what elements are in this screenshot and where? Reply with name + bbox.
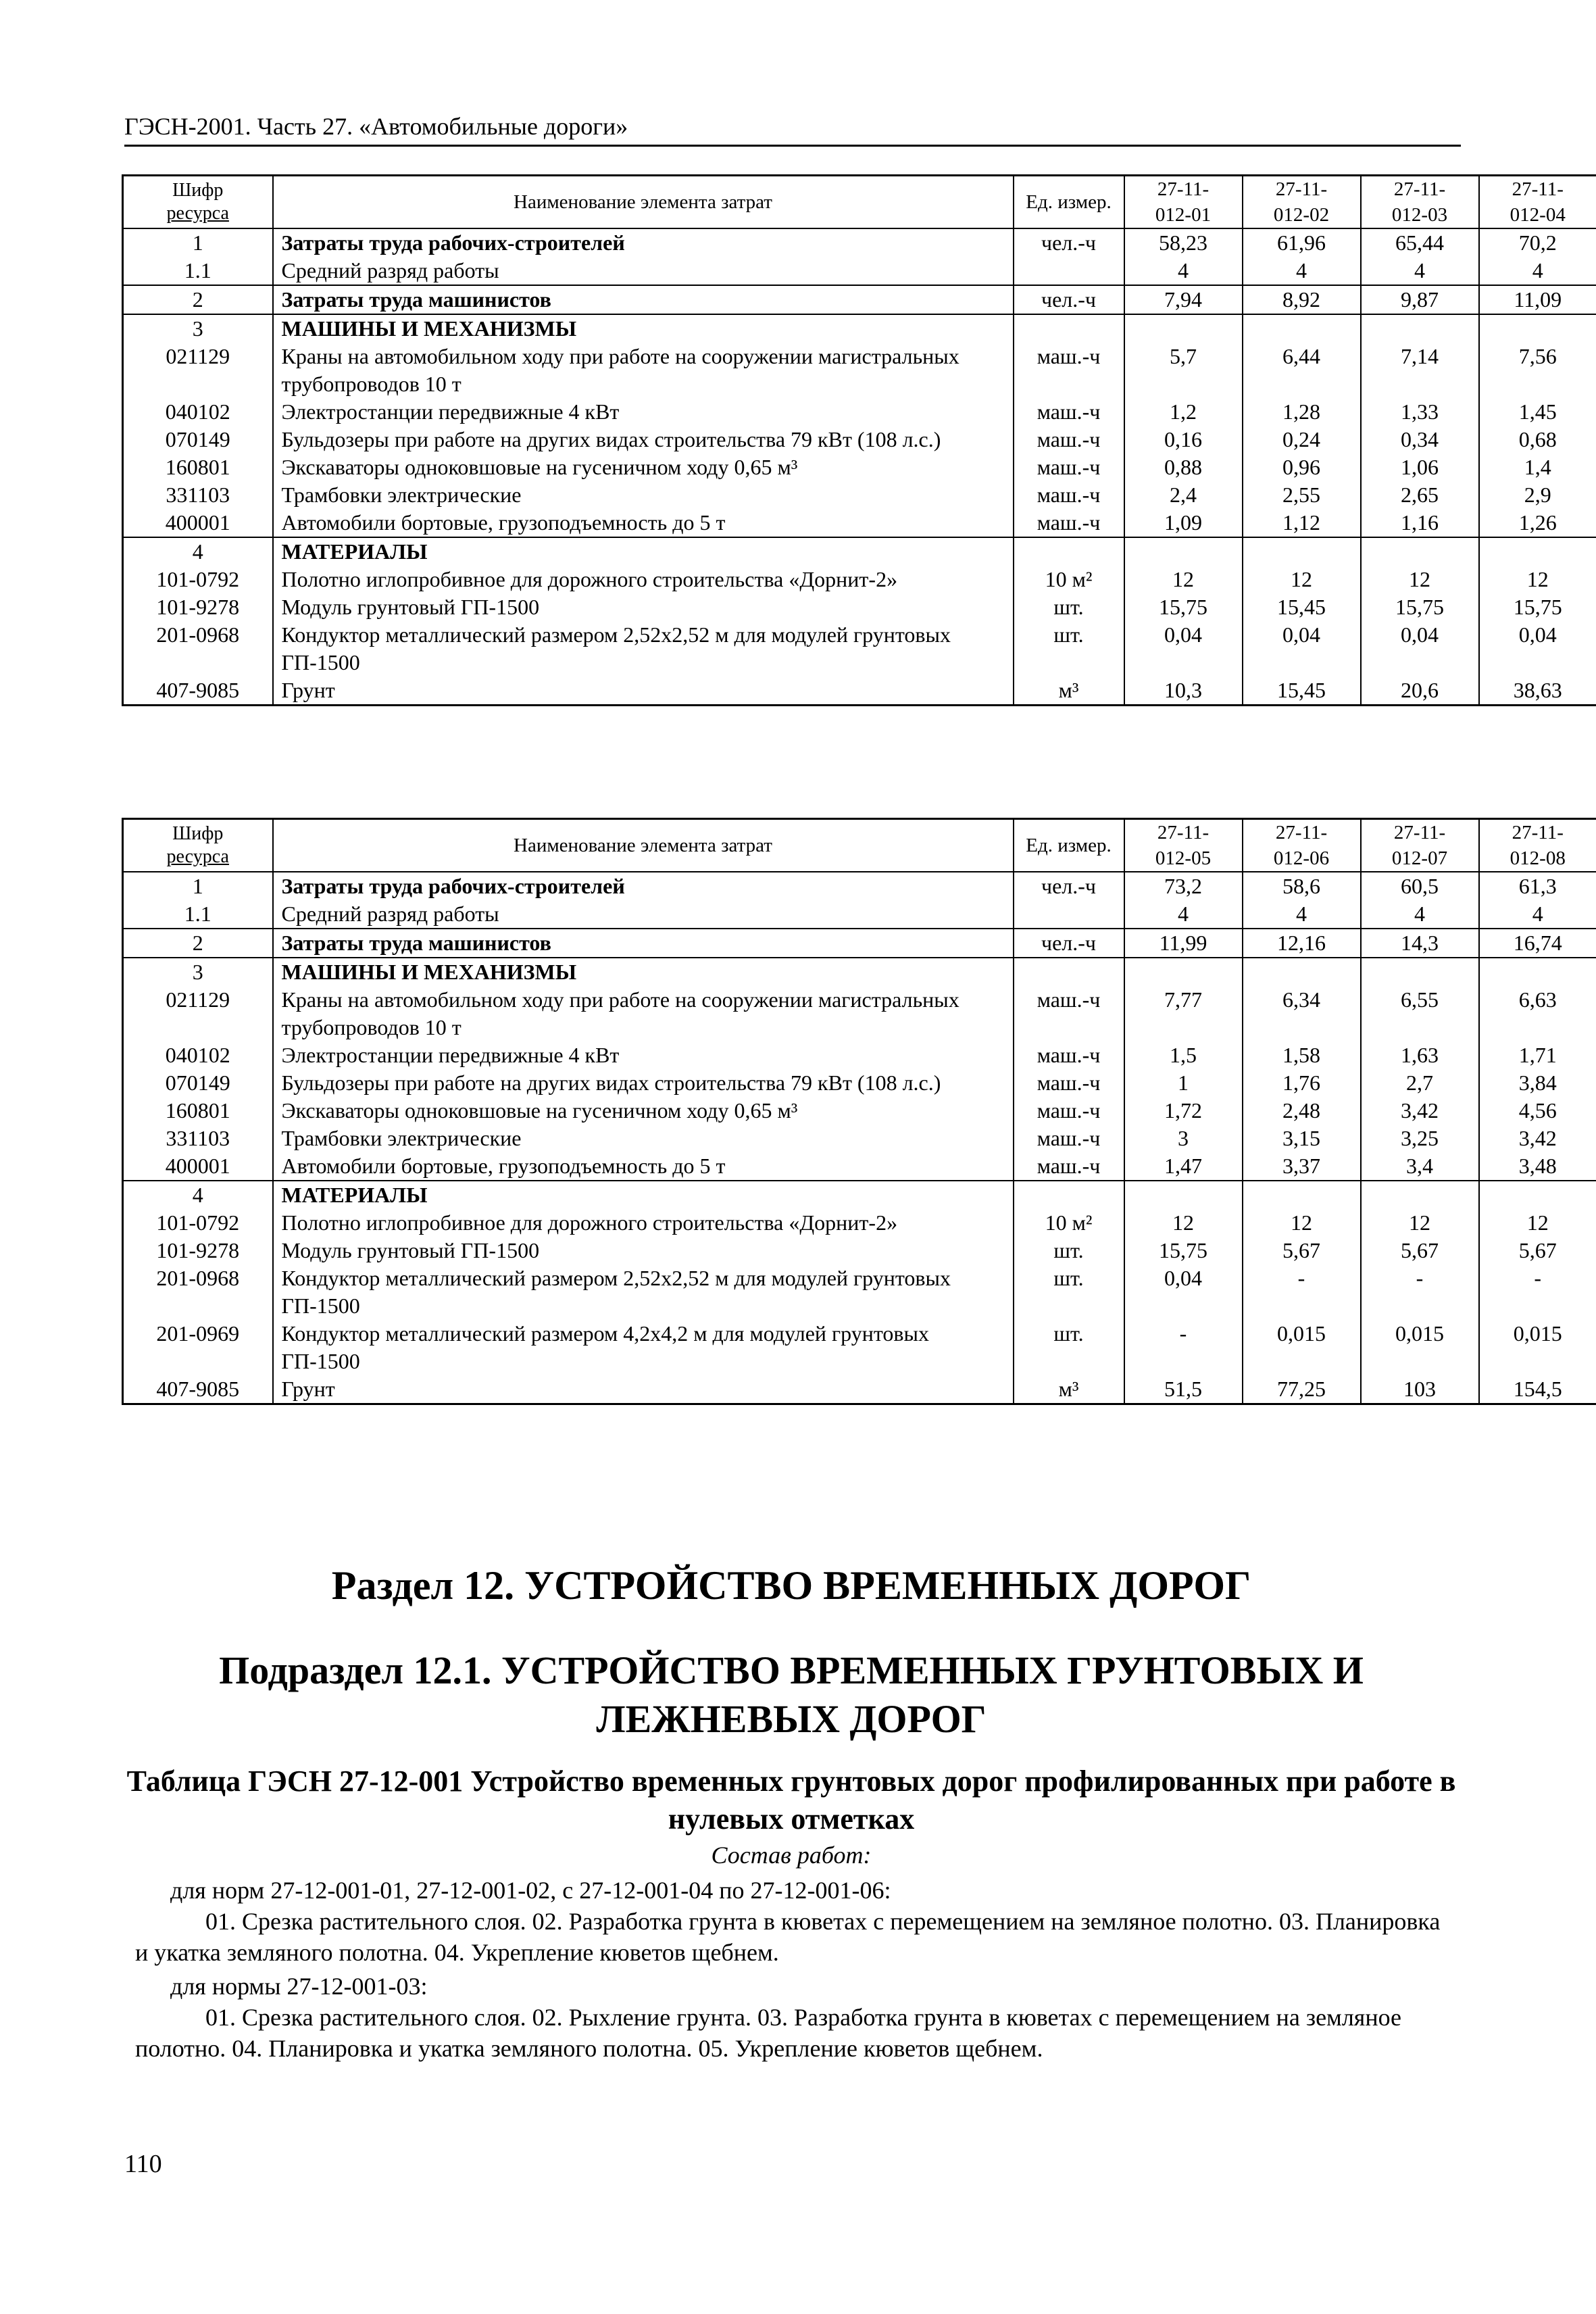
resource-code: 021129: [123, 986, 273, 1041]
resource-unit: м³: [1014, 676, 1124, 706]
resource-unit: маш.-ч: [1014, 986, 1124, 1041]
norm-value: [1243, 314, 1361, 343]
table-row: [123, 621, 1596, 676]
norm-value: 1,5: [1124, 1041, 1243, 1069]
resource-name: Грунт: [273, 1375, 1014, 1404]
resource-unit: шт.: [1014, 621, 1124, 676]
norm-value: [1243, 537, 1361, 566]
norm-value: [1243, 1181, 1361, 1209]
section-title: Раздел 12. УСТРОЙСТВО ВРЕМЕННЫХ ДОРОГ: [331, 1563, 1251, 1608]
norm-value: 4: [1361, 257, 1479, 285]
norm-value: [1243, 958, 1361, 986]
resource-unit: маш.-ч: [1014, 453, 1124, 481]
subsection-title: Подраздел 12.1. УСТРОЙСТВО ВРЕМЕННЫХ ГРУНТОВЫХ И ЛЕЖНЕВЫХ ДОРОГ: [219, 1648, 1364, 1741]
norm-value: 60,5: [1361, 872, 1479, 900]
resource-code: 407-9085: [123, 1375, 273, 1404]
norm-value: 4: [1479, 900, 1596, 929]
norm-value: 61,96: [1243, 228, 1361, 257]
norm-value: [1479, 314, 1596, 343]
norm-value: 12: [1479, 1209, 1596, 1237]
resource-name: Краны на автомобильном ходу при работе на сооружении магистральных трубопроводов 10 т: [273, 343, 1014, 398]
norm-value: 1: [1124, 1069, 1243, 1097]
resource-name: Затраты труда рабочих-строителей: [273, 872, 1014, 900]
norm-value: 1,2: [1124, 398, 1243, 426]
norm-value: 12: [1361, 1209, 1479, 1237]
norm-value: 15,75: [1124, 593, 1243, 621]
resource-unit: маш.-ч: [1014, 1069, 1124, 1097]
work-steps-paragraph: 01. Срезка растительного слоя. 02. Разработка грунта в кюветах с перемещением на земляное полотно. 03. Планировка и укатка земляного полотна. 04. Укрепление кюветов щебнем.: [135, 1908, 1441, 1966]
norm-value: 2,55: [1243, 481, 1361, 509]
running-header: ГЭСН-2001. Часть 27. «Автомобильные дороги»: [124, 112, 1461, 147]
norm-value: 7,56: [1479, 343, 1596, 398]
table-row: [123, 1264, 1596, 1320]
table-row: [123, 1209, 1596, 1237]
resource-name: Экскаваторы одноковшовые на гусеничном ходу 0,65 м³: [273, 453, 1014, 481]
norm-value: 12,16: [1243, 929, 1361, 958]
resource-code: 1: [123, 872, 273, 900]
table-row: [123, 426, 1596, 453]
norm-value: 1,06: [1361, 453, 1479, 481]
norm-value: 73,2: [1124, 872, 1243, 900]
norm-value: 7,14: [1361, 343, 1479, 398]
resource-code: 1.1: [123, 257, 273, 285]
norm-value: 0,04: [1361, 621, 1479, 676]
table-row: [123, 958, 1596, 986]
resource-unit: [1014, 1181, 1124, 1209]
norm-value: 3,84: [1479, 1069, 1596, 1097]
resource-code: 201-0969: [123, 1320, 273, 1375]
norm-value: 5,7: [1124, 343, 1243, 398]
table-row: [123, 481, 1596, 509]
norm-value: 1,45: [1479, 398, 1596, 426]
norm-value: 1,16: [1361, 509, 1479, 537]
norm-value: [1124, 537, 1243, 566]
resource-code: 021129: [123, 343, 273, 398]
resource-name: МАТЕРИАЛЫ: [273, 1181, 1014, 1209]
norm-value: 1,58: [1243, 1041, 1361, 1069]
norm-value: 8,92: [1243, 285, 1361, 314]
table-row: [123, 929, 1596, 958]
norm-value: 4: [1479, 257, 1596, 285]
resource-code: 1: [123, 228, 273, 257]
norm-value: 15,75: [1361, 593, 1479, 621]
norm-value: 9,87: [1361, 285, 1479, 314]
resource-code: 040102: [123, 398, 273, 426]
norm-value: 1,28: [1243, 398, 1361, 426]
table-row: [123, 1320, 1596, 1375]
col-norm-header: 27-11- 012-02: [1243, 176, 1361, 229]
norm-value: 6,55: [1361, 986, 1479, 1041]
norm-value: 58,6: [1243, 872, 1361, 900]
page-number: 110: [124, 2150, 162, 2178]
resource-code: 3: [123, 314, 273, 343]
norm-value: -: [1243, 1264, 1361, 1320]
norm-value: 0,88: [1124, 453, 1243, 481]
norm-value: 0,015: [1479, 1320, 1596, 1375]
table-row: [123, 228, 1596, 257]
norm-value: 1,09: [1124, 509, 1243, 537]
norm-value: 38,63: [1479, 676, 1596, 706]
resource-table-2: [122, 818, 1596, 1405]
resource-unit: 10 м²: [1014, 566, 1124, 593]
table-row: [123, 509, 1596, 537]
col-norm-header: 27-11- 012-06: [1243, 819, 1361, 872]
norm-value: -: [1361, 1264, 1479, 1320]
norm-value: 154,5: [1479, 1375, 1596, 1404]
resource-name: Средний разряд работы: [273, 257, 1014, 285]
norm-value: 11,99: [1124, 929, 1243, 958]
norm-value: 58,23: [1124, 228, 1243, 257]
col-norm-header: 27-11- 012-03: [1361, 176, 1479, 229]
norm-value: 15,45: [1243, 593, 1361, 621]
norm-value: 4: [1243, 257, 1361, 285]
resource-code: 201-0968: [123, 621, 273, 676]
resource-code: 160801: [123, 453, 273, 481]
resource-code: 2: [123, 285, 273, 314]
resource-name: Затраты труда машинистов: [273, 285, 1014, 314]
col-norm-header: 27-11- 012-05: [1124, 819, 1243, 872]
norm-value: 1,26: [1479, 509, 1596, 537]
table-row: [123, 343, 1596, 398]
norm-value: 12: [1361, 566, 1479, 593]
work-composition-label: Состав работ:: [711, 1842, 872, 1869]
norm-value: 1,63: [1361, 1041, 1479, 1069]
resource-unit: 10 м²: [1014, 1209, 1124, 1237]
norm-value: 0,015: [1243, 1320, 1361, 1375]
norm-value: 1,33: [1361, 398, 1479, 426]
table-title: Таблица ГЭСН 27-12-001 Устройство временных грунтовых дорог профилированных при работе в нулевых отметках: [126, 1765, 1456, 1836]
resource-name: Бульдозеры при работе на других видах строительства 79 кВт (108 л.с.): [273, 1069, 1014, 1097]
resource-code: 331103: [123, 481, 273, 509]
norm-value: 1,72: [1124, 1097, 1243, 1125]
table-row: [123, 1097, 1596, 1125]
norm-value: 70,2: [1479, 228, 1596, 257]
resource-name: Бульдозеры при работе на других видах строительства 79 кВт (108 л.с.): [273, 426, 1014, 453]
resource-name: Кондуктор металлический размером 2,52х2,52 м для модулей грунтовых ГП-1500: [273, 621, 1014, 676]
norm-value: 12: [1124, 566, 1243, 593]
norm-value: 3,42: [1479, 1125, 1596, 1152]
resource-name: Автомобили бортовые, грузоподъемность до 5 т: [273, 509, 1014, 537]
resource-name: Модуль грунтовый ГП-1500: [273, 593, 1014, 621]
norms-range-line: для норм 27-12-001-01, 27-12-001-02, с 27-12-001-04 по 27-12-001-06:: [170, 1877, 891, 1904]
col-norm-header: 27-11- 012-08: [1479, 819, 1596, 872]
resource-name: МАШИНЫ И МЕХАНИЗМЫ: [273, 314, 1014, 343]
resource-name: Грунт: [273, 676, 1014, 706]
resource-unit: чел.-ч: [1014, 929, 1124, 958]
norm-value: 0,04: [1124, 621, 1243, 676]
norm-value: 65,44: [1361, 228, 1479, 257]
resource-name: МАТЕРИАЛЫ: [273, 537, 1014, 566]
table-row: [123, 1181, 1596, 1209]
resource-name: Трамбовки электрические: [273, 481, 1014, 509]
resource-unit: м³: [1014, 1375, 1124, 1404]
norm-value: 7,77: [1124, 986, 1243, 1041]
table-header-row: [123, 176, 1596, 229]
resource-unit: маш.-ч: [1014, 343, 1124, 398]
resource-code: 201-0968: [123, 1264, 273, 1320]
resource-code: 407-9085: [123, 676, 273, 706]
norm-value: 61,3: [1479, 872, 1596, 900]
norm-value: 3,15: [1243, 1125, 1361, 1152]
table-row: [123, 1069, 1596, 1097]
resource-unit: маш.-ч: [1014, 398, 1124, 426]
norm-value: [1479, 958, 1596, 986]
resource-code: 400001: [123, 509, 273, 537]
norm-value: [1479, 537, 1596, 566]
norm-single-line: для нормы 27-12-001-03:: [170, 1973, 428, 2000]
norm-value: 12: [1243, 1209, 1361, 1237]
norm-value: 4: [1124, 257, 1243, 285]
resource-unit: маш.-ч: [1014, 1041, 1124, 1069]
resource-unit: шт.: [1014, 1264, 1124, 1320]
table-row: [123, 537, 1596, 566]
resource-unit: [1014, 900, 1124, 929]
table-row: [123, 1125, 1596, 1152]
norm-value: 15,75: [1124, 1237, 1243, 1264]
resource-unit: маш.-ч: [1014, 426, 1124, 453]
norm-value: 51,5: [1124, 1375, 1243, 1404]
col-code-header: Шифр ресурса: [123, 819, 273, 872]
norm-value: 3,48: [1479, 1152, 1596, 1181]
resource-unit: [1014, 958, 1124, 986]
resource-unit: маш.-ч: [1014, 1097, 1124, 1125]
resource-unit: чел.-ч: [1014, 285, 1124, 314]
resource-name: Экскаваторы одноковшовые на гусеничном ходу 0,65 м³: [273, 1097, 1014, 1125]
norm-value: -: [1479, 1264, 1596, 1320]
norm-value: 3,42: [1361, 1097, 1479, 1125]
resource-code: 101-0792: [123, 566, 273, 593]
resource-code: 4: [123, 537, 273, 566]
norm-value: 20,6: [1361, 676, 1479, 706]
table-row: [123, 593, 1596, 621]
norm-value: 10,3: [1124, 676, 1243, 706]
resource-unit: маш.-ч: [1014, 1152, 1124, 1181]
norm-value: 2,7: [1361, 1069, 1479, 1097]
resource-unit: чел.-ч: [1014, 228, 1124, 257]
norm-value: 6,34: [1243, 986, 1361, 1041]
norm-value: [1479, 1181, 1596, 1209]
norm-value: 2,9: [1479, 481, 1596, 509]
resource-code: 101-0792: [123, 1209, 273, 1237]
work-steps-paragraph: 01. Срезка растительного слоя. 02. Рыхление грунта. 03. Разработка грунта в кюветах с перемещением на земляное полотно. 04. Планировка и укатка земляного полотна. 05. Укрепление кюветов щебнем.: [135, 2004, 1402, 2062]
resource-name: Полотно иглопробивное для дорожного строительства «Дорнит-2»: [273, 566, 1014, 593]
table-row: [123, 1375, 1596, 1404]
resource-name: Затраты труда рабочих-строителей: [273, 228, 1014, 257]
resource-name: Краны на автомобильном ходу при работе на сооружении магистральных трубопроводов 10 т: [273, 986, 1014, 1041]
norm-value: 7,94: [1124, 285, 1243, 314]
norm-value: 16,74: [1479, 929, 1596, 958]
resource-name: Автомобили бортовые, грузоподъемность до 5 т: [273, 1152, 1014, 1181]
norm-value: 0,04: [1243, 621, 1361, 676]
resource-unit: шт.: [1014, 1320, 1124, 1375]
resource-name: Электростанции передвижные 4 кВт: [273, 1041, 1014, 1069]
norm-value: 12: [1243, 566, 1361, 593]
table-row: [123, 900, 1596, 929]
norm-value: 0,04: [1479, 621, 1596, 676]
resource-unit: [1014, 537, 1124, 566]
norm-value: 3,4: [1361, 1152, 1479, 1181]
norm-value: 4,56: [1479, 1097, 1596, 1125]
resource-name: МАШИНЫ И МЕХАНИЗМЫ: [273, 958, 1014, 986]
resource-name: Полотно иглопробивное для дорожного строительства «Дорнит-2»: [273, 1209, 1014, 1237]
table-row: [123, 872, 1596, 900]
table-row: [123, 1152, 1596, 1181]
norm-value: 15,45: [1243, 676, 1361, 706]
table-row: [123, 285, 1596, 314]
norm-value: [1361, 314, 1479, 343]
norm-value: 5,67: [1479, 1237, 1596, 1264]
resource-code: 070149: [123, 426, 273, 453]
norm-value: [1124, 1181, 1243, 1209]
norm-value: 3,25: [1361, 1125, 1479, 1152]
norm-value: 0,04: [1124, 1264, 1243, 1320]
norm-value: 6,63: [1479, 986, 1596, 1041]
norm-value: -: [1124, 1320, 1243, 1375]
resource-unit: шт.: [1014, 1237, 1124, 1264]
resource-code: 400001: [123, 1152, 273, 1181]
resource-code: 331103: [123, 1125, 273, 1152]
resource-name: Кондуктор металлический размером 2,52х2,52 м для модулей грунтовых ГП-1500: [273, 1264, 1014, 1320]
norm-value: 2,48: [1243, 1097, 1361, 1125]
resource-name: Модуль грунтовый ГП-1500: [273, 1237, 1014, 1264]
col-norm-header: 27-11- 012-04: [1479, 176, 1596, 229]
col-norm-header: 27-11- 012-07: [1361, 819, 1479, 872]
resource-code: 2: [123, 929, 273, 958]
resource-table-1: [122, 174, 1596, 706]
table-row: [123, 676, 1596, 706]
table-row: [123, 566, 1596, 593]
resource-code: 1.1: [123, 900, 273, 929]
norm-value: 1,47: [1124, 1152, 1243, 1181]
resource-code: 3: [123, 958, 273, 986]
table-row: [123, 398, 1596, 426]
norm-value: 5,67: [1361, 1237, 1479, 1264]
norm-value: 1,4: [1479, 453, 1596, 481]
norm-value: 4: [1124, 900, 1243, 929]
col-unit-header: Ед. измер.: [1014, 819, 1124, 872]
resource-code: 101-9278: [123, 1237, 273, 1264]
table-row: [123, 314, 1596, 343]
norm-value: 77,25: [1243, 1375, 1361, 1404]
norm-value: 15,75: [1479, 593, 1596, 621]
resource-unit: маш.-ч: [1014, 481, 1124, 509]
col-unit-header: Ед. измер.: [1014, 176, 1124, 229]
resource-unit: маш.-ч: [1014, 1125, 1124, 1152]
table-row: [123, 986, 1596, 1041]
resource-unit: [1014, 314, 1124, 343]
norm-value: 12: [1124, 1209, 1243, 1237]
resource-name: Трамбовки электрические: [273, 1125, 1014, 1152]
resource-code: 4: [123, 1181, 273, 1209]
norm-value: 2,65: [1361, 481, 1479, 509]
resource-code: 160801: [123, 1097, 273, 1125]
norm-value: 4: [1243, 900, 1361, 929]
norm-value: 0,16: [1124, 426, 1243, 453]
norm-value: [1361, 1181, 1479, 1209]
norm-value: [1124, 314, 1243, 343]
norm-value: 14,3: [1361, 929, 1479, 958]
norm-value: 0,96: [1243, 453, 1361, 481]
norm-value: 0,015: [1361, 1320, 1479, 1375]
resource-code: 070149: [123, 1069, 273, 1097]
resource-code: 101-9278: [123, 593, 273, 621]
norm-value: 1,12: [1243, 509, 1361, 537]
resource-unit: [1014, 257, 1124, 285]
table-row: [123, 1237, 1596, 1264]
resource-unit: маш.-ч: [1014, 509, 1124, 537]
col-code-header: Шифр ресурса: [123, 176, 273, 229]
norm-value: 3: [1124, 1125, 1243, 1152]
table-header-row: [123, 819, 1596, 872]
norm-value: 2,4: [1124, 481, 1243, 509]
col-name-header: Наименование элемента затрат: [273, 176, 1014, 229]
table-row: [123, 1041, 1596, 1069]
norm-value: [1361, 958, 1479, 986]
norm-value: 11,09: [1479, 285, 1596, 314]
norm-value: 12: [1479, 566, 1596, 593]
resource-unit: чел.-ч: [1014, 872, 1124, 900]
resource-name: Затраты труда машинистов: [273, 929, 1014, 958]
resource-code: 040102: [123, 1041, 273, 1069]
norm-value: 5,67: [1243, 1237, 1361, 1264]
norm-value: 103: [1361, 1375, 1479, 1404]
norm-value: 3,37: [1243, 1152, 1361, 1181]
norm-value: 0,34: [1361, 426, 1479, 453]
resource-unit: шт.: [1014, 593, 1124, 621]
norm-value: 1,71: [1479, 1041, 1596, 1069]
resource-name: Электростанции передвижные 4 кВт: [273, 398, 1014, 426]
norm-value: 6,44: [1243, 343, 1361, 398]
table-row: [123, 257, 1596, 285]
norm-value: [1361, 537, 1479, 566]
norm-value: 4: [1361, 900, 1479, 929]
norm-value: 0,68: [1479, 426, 1596, 453]
table-row: [123, 453, 1596, 481]
resource-name: Кондуктор металлический размером 4,2х4,2 м для модулей грунтовых ГП-1500: [273, 1320, 1014, 1375]
col-norm-header: 27-11- 012-01: [1124, 176, 1243, 229]
col-name-header: Наименование элемента затрат: [273, 819, 1014, 872]
norm-value: 1,76: [1243, 1069, 1361, 1097]
norm-value: [1124, 958, 1243, 986]
resource-name: Средний разряд работы: [273, 900, 1014, 929]
norm-value: 0,24: [1243, 426, 1361, 453]
